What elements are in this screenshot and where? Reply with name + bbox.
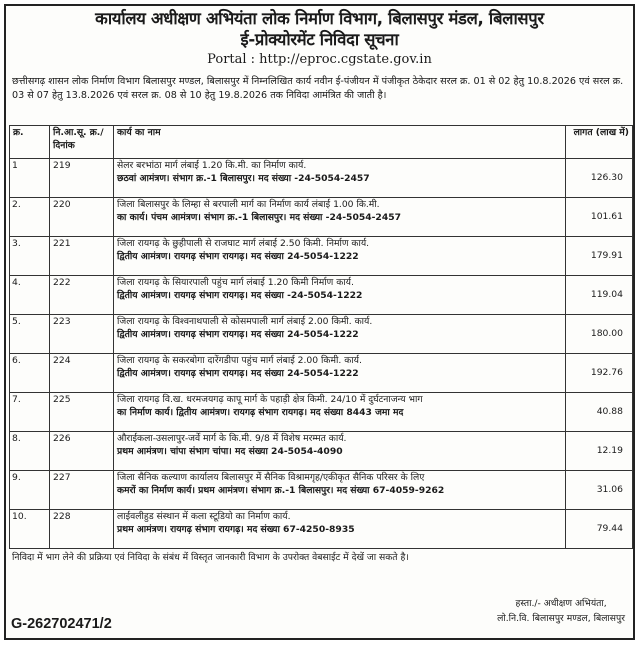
table-row <box>10 159 633 198</box>
row-serial: 5. <box>10 315 50 354</box>
row-cost: 101.61 <box>566 198 633 237</box>
row-cost: 192.76 <box>566 354 633 393</box>
row-serial: 9. <box>10 471 50 510</box>
work-description: औराईकला-उसलापुर-जर्वे मार्ग के कि.मी. 9/8 में विशेष मरम्मत कार्य. <box>117 433 347 444</box>
row-nit-number: 220 <box>50 198 114 237</box>
work-description: जिला रायगढ़ के विश्वनाथपाली से कोसमपाली मार्ग लंबाई 2.00 किमी. कार्य. <box>117 316 373 327</box>
row-work-name <box>114 276 566 315</box>
col-cost-header: लागत (लाख में) <box>566 126 633 159</box>
row-cost: 79.44 <box>566 510 633 549</box>
table-header-row <box>10 126 633 159</box>
work-description: जिला रायगढ़ के छुहीपाली से राजघाट मार्ग लंबाई 2.50 किमी. निर्माण कार्य. <box>117 238 370 249</box>
table-row <box>10 354 633 393</box>
row-work-name <box>114 237 566 276</box>
work-details: द्वितीय आमंत्रण। रायगढ़ संभाग रायगढ़। मद संख्या 24-5054-1222 <box>117 367 359 379</box>
row-work-name <box>114 315 566 354</box>
intro-paragraph: छत्तीसगढ़ शासन लोक निर्माण विभाग बिलासपुर मण्डल, बिलासपुर में निम्नलिखित कार्य नवीन ई-पंजीयन में पंजीकृत ठेकेदार सरल क्र. 01 से 02 हेतु 10.8.2026 एवं सरल क्र. 03 से 07 हेतु 13.8.2026 एवं सरल क्र. 08 से 10 हेतु 19.8.2026 तक निविदा आमंत्रित की जाती है। <box>12 76 624 101</box>
row-serial: 1 <box>10 159 50 198</box>
table-row <box>10 237 633 276</box>
portal-url[interactable]: Portal : http://eproc.cgstate.gov.in <box>207 52 432 67</box>
row-work-name <box>114 432 566 471</box>
row-nit-number: 224 <box>50 354 114 393</box>
row-work-name <box>114 198 566 237</box>
row-serial: 3. <box>10 237 50 276</box>
row-cost: 180.00 <box>566 315 633 354</box>
row-work-name <box>114 393 566 432</box>
work-details: का कार्य। पंचम आमंत्रण। संभाग क्र.-1 बिलासपुर। मद संख्या -24-5054-2457 <box>117 211 402 223</box>
work-description: लाईवलीहुड संस्थान में कला स्टूडियो का निर्माण कार्य. <box>117 511 291 522</box>
signature-line-1: हस्ता./- अधीक्षण अभियंता, <box>515 598 607 609</box>
row-work-name <box>114 510 566 549</box>
row-nit-number: 219 <box>50 159 114 198</box>
footer-note: निविदा में भाग लेने की प्रक्रिया एवं निविदा के संबंध में विस्तृत जानकारी विभाग के उपरोक्त वेबसाईट में देखें जा सकते है। <box>12 552 409 563</box>
row-cost: 119.04 <box>566 276 633 315</box>
row-nit-number: 228 <box>50 510 114 549</box>
row-serial: 10. <box>10 510 50 549</box>
works-table <box>9 125 633 549</box>
notice-header <box>6 6 633 69</box>
row-nit-number: 223 <box>50 315 114 354</box>
row-serial: 2. <box>10 198 50 237</box>
row-serial: 8. <box>10 432 50 471</box>
col-sn-header: क्र. <box>10 126 50 159</box>
row-work-name <box>114 354 566 393</box>
signature-block <box>497 596 625 626</box>
row-serial: 4. <box>10 276 50 315</box>
signature-line-2: लो.नि.वि. बिलासपुर मण्डल, बिलासपुर <box>497 613 625 624</box>
table-row <box>10 276 633 315</box>
row-nit-number: 227 <box>50 471 114 510</box>
work-details: छठवां आमंत्रण। संभाग क्र.-1 बिलासपुर। मद संख्या -24-5054-2457 <box>117 172 370 184</box>
table-row <box>10 393 633 432</box>
row-cost: 31.06 <box>566 471 633 510</box>
row-nit-number: 225 <box>50 393 114 432</box>
row-serial: 7. <box>10 393 50 432</box>
table-row <box>10 432 633 471</box>
col-work-header: कार्य का नाम <box>114 126 566 159</box>
work-details: प्रथम आमंत्रण। रायगढ़ संभाग रायगढ़। मद संख्या 67-4250-8935 <box>117 523 355 535</box>
work-description: जिला रायगढ़ के सियारपाली पहुंच मार्ग लंबाई 1.20 किमी निर्माण कार्य. <box>117 277 354 288</box>
row-serial: 6. <box>10 354 50 393</box>
table-row <box>10 510 633 549</box>
work-details: द्वितीय आमंत्रण। रायगढ़ संभाग रायगढ़। मद संख्या -24-5054-1222 <box>117 289 363 301</box>
row-cost: 12.19 <box>566 432 633 471</box>
work-description: सेलर बरभांठा मार्ग लंबाई 1.20 कि.मी. का निर्माण कार्य. <box>117 160 307 171</box>
office-title: कार्यालय अधीक्षण अभियंता लोक निर्माण विभाग, बिलासपुर मंडल, बिलासपुर <box>95 9 544 28</box>
row-nit-number: 221 <box>50 237 114 276</box>
row-cost: 179.91 <box>566 237 633 276</box>
row-nit-number: 226 <box>50 432 114 471</box>
work-details: का निर्माण कार्य। द्वितीय आमंत्रण। रायगढ़ संभाग रायगढ़। मद संख्या 8443 जमा मद <box>117 406 404 418</box>
work-description: जिला रायगढ़ के सकरबोगा दारेंगडीपा पहुंच मार्ग लंबाई 2.00 किमी. कार्य. <box>117 355 362 366</box>
table-row <box>10 198 633 237</box>
work-description: जिला रायगढ़ वि.ख. धरमजयगढ़ कापू मार्ग के पहाड़ी क्षेत्र किमी. 24/10 में दुर्घटनाजन्य भाग <box>117 394 423 405</box>
work-details: द्वितीय आमंत्रण। रायगढ़ संभाग रायगढ़। मद संख्या 24-5054-1222 <box>117 250 359 262</box>
work-description: जिला सैनिक कल्याण कार्यालय बिलासपुर में सैनिक विश्रामगृह/एकीकृत सैनिक परिसर के लिए <box>117 472 425 483</box>
work-details: कमरों का निर्माण कार्य। प्रथम आमंत्रण। संभाग क्र.-1 बिलासपुर। मद संख्या 67-4059-9262 <box>117 484 445 496</box>
table-row <box>10 315 633 354</box>
reference-number: G-262702471/2 <box>11 616 112 632</box>
col-nit-header: नि.आ.सू. क्र./दिनांक <box>50 126 114 159</box>
work-description: जिला बिलासपुर के लिम्हा से बरपाली मार्ग का निर्माण कार्य लंबाई 1.00 कि.मी. <box>117 199 380 210</box>
work-details: द्वितीय आमंत्रण। रायगढ़ संभाग रायगढ़। मद संख्या 24-5054-1222 <box>117 328 359 340</box>
row-cost: 40.88 <box>566 393 633 432</box>
row-nit-number: 222 <box>50 276 114 315</box>
row-work-name <box>114 159 566 198</box>
table-row <box>10 471 633 510</box>
row-work-name <box>114 471 566 510</box>
work-details: प्रथम आमंत्रण। चांपा संभाग चांपा। मद संख्या 24-5054-4090 <box>117 445 343 457</box>
tender-notice <box>4 4 635 640</box>
row-cost: 126.30 <box>566 159 633 198</box>
notice-title: ई-प्रोक्योरमेंट निविदा सूचना <box>240 30 399 49</box>
